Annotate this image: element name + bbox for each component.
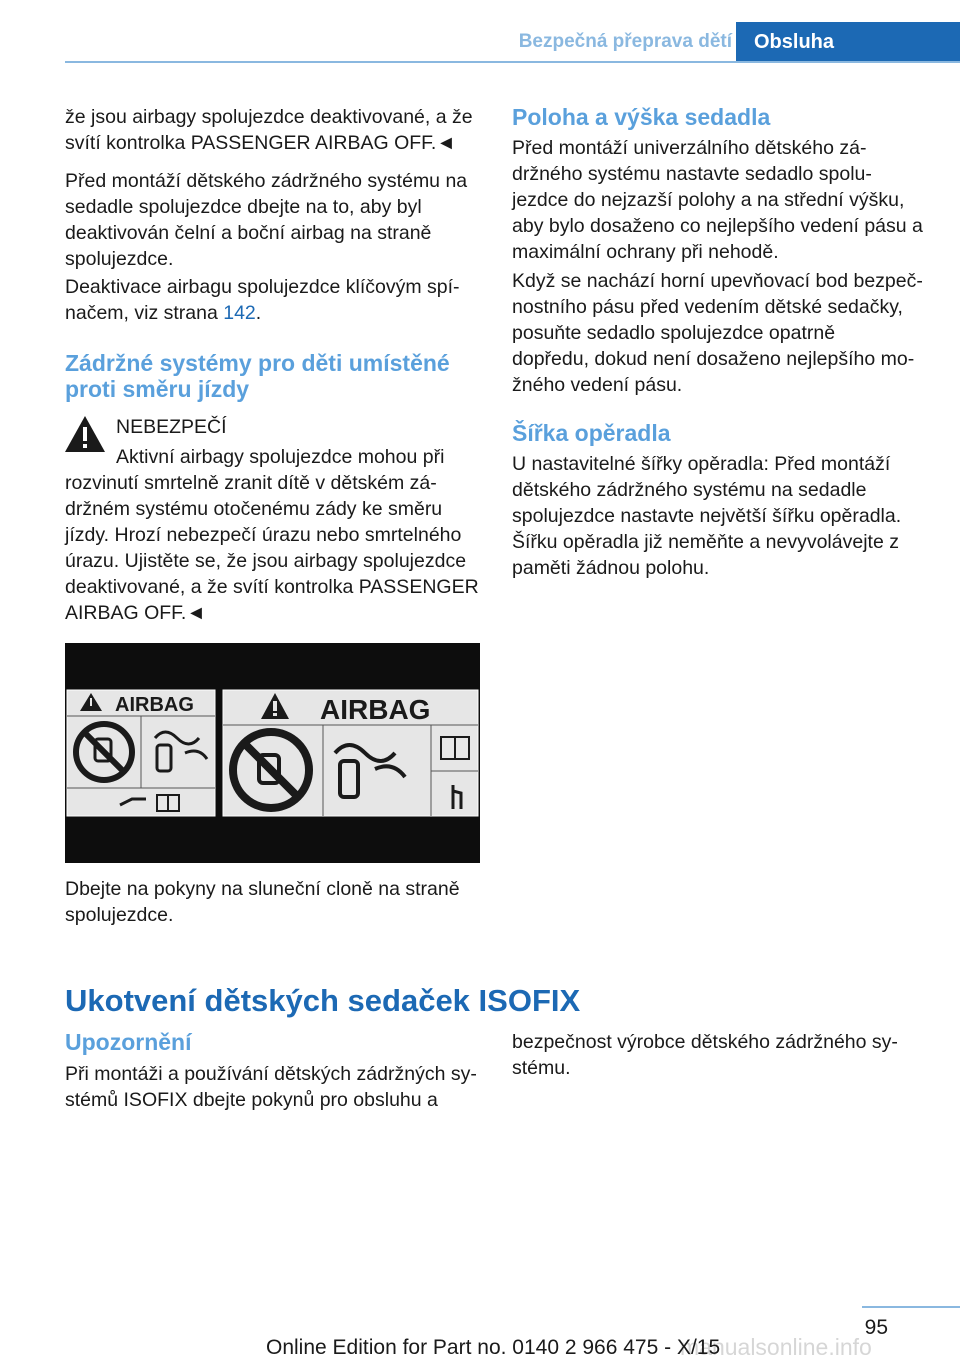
left-paragraph-2: Před montáží dětského zádržného systému na sedadle spolujezdce dbejte na to, aby byl deaktivován čelní a boční airbag na straně spolujezdce. <box>65 170 468 270</box>
right-paragraph-width: U nastavitelné šířky opěradla: Před montáží dětského zádržného systému na sedadle spolujezdce nastavte největší šířku opěradla. Šířku opěradla již neměňte a nevyvolávejte z paměti žádnou polohu. <box>512 453 902 579</box>
heading-isofix: Ukotvení dětských sedaček ISOFIX <box>65 983 581 1018</box>
left-paragraph-1: že jsou airbagy spolujezdce deaktivované, a že svítí kontrolka PASSENGER AIRBAG OFF.◄ <box>65 106 473 154</box>
page-reference-link[interactable]: 142 <box>223 302 256 324</box>
header-chapter-tab <box>736 22 960 62</box>
warning-title: NEBEZPEČÍ <box>116 416 227 438</box>
header-section-title: Bezpečná přeprava dětí <box>518 31 732 52</box>
warning-text: Aktivní airbagy spolujezdce mohou při rozvinutí smrtelně zranit dítě v dětském zá‐ držném systému otočenému zády ke směru jízdy. Hrozí nebezpečí úrazu nebo smrtelného úrazu. Ujistěte se, že jsou airbagy spolujezdce deaktivované, a že svítí kontrolka PASSENGER AIRBAG OFF.◄ <box>65 446 479 624</box>
isofix-text-right: bezpečnost výrobce dětského zádržného sy‐ stému. <box>512 1031 898 1079</box>
header-rule <box>65 61 960 63</box>
figure-caption: Dbejte na pokyny na sluneční cloně na straně spolujezdce. <box>65 878 460 926</box>
right-paragraph-seat-2: Když se nachází horní upevňovací bod bezpeč‐ nostního pásu před vedením dětské sedačky, posuňte sedadlo spolujezdce opatrně dopředu, dokud není dosaženo nejlepšího mo‐ žného vedení pásu. <box>512 270 923 396</box>
right-paragraph-seat-1: Před montáží univerzálního dětského zá‐ držného systému nastavte sedadlo spolu‐ jezdce do nejzazší polohy a na střední výšku, aby bylo dosaženo co nejlepšího vedení pásu a maximální ochrany při nehodě. <box>512 137 923 263</box>
large-label-text: AIRBAG <box>320 694 431 725</box>
edition-footer: Online Edition for Part no. 0140 2 966 475 - X/15 <box>266 1336 721 1359</box>
isofix-text-left: Při montáži a používání dětských zádržných sy‐ stémů ISOFIX dbejte pokynů pro obsluhu a <box>65 1063 477 1111</box>
heading-note: Upozornění <box>65 1029 192 1055</box>
footer-rule <box>862 1306 960 1308</box>
heading-rear-facing: Zádržné systémy pro děti umístěné proti směru jízdy <box>65 350 450 402</box>
heading-backrest-width: Šířka opěradla <box>512 420 671 446</box>
airbag-labels-image <box>65 643 480 863</box>
airbag-label-figure <box>65 643 480 863</box>
page-number: 95 <box>864 1316 888 1339</box>
small-label-text: AIRBAG <box>115 694 194 716</box>
left-paragraph-3: Deaktivace airbagu spolujezdce klíčovým spí‐ načem, viz strana 142. <box>65 276 460 324</box>
heading-seat-position: Poloha a výška sedadla <box>512 104 771 130</box>
watermark: manualsonline.info <box>680 1334 872 1360</box>
header-chapter-label: Obsluha <box>754 31 835 53</box>
